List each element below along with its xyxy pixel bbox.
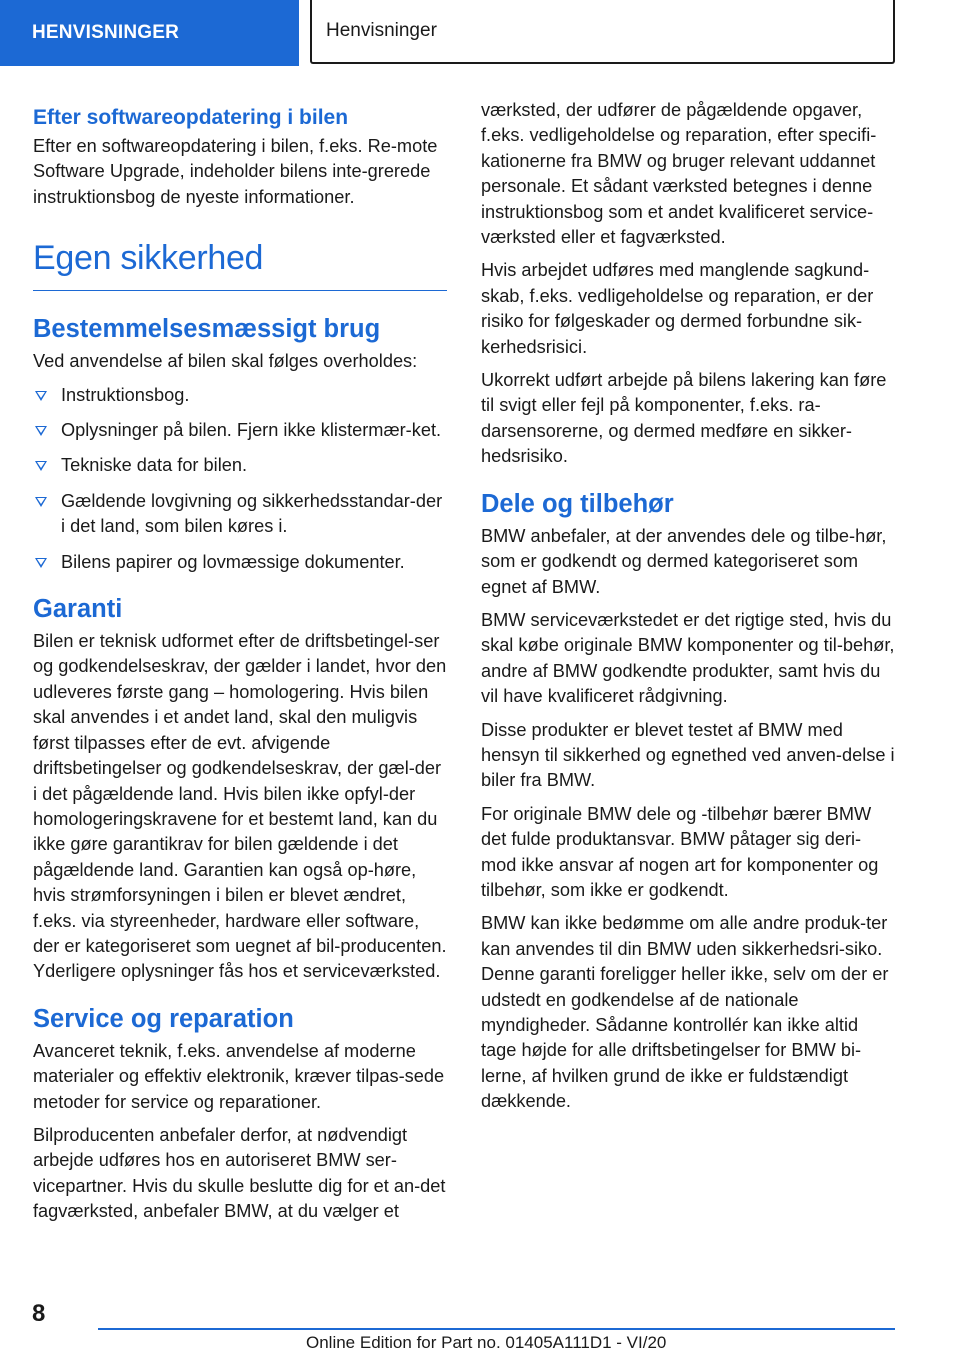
list-item (33, 550, 447, 575)
paragraph-expertise: Hvis arbejdet udføres med manglende sagkund-skab, f.eks. vedligeholdelse og reparation, er der risiko for følgeskader og dermed forbundne sik-kerhedsrisici. (481, 260, 874, 357)
paragraph-service-2: Bilproducenten anbefaler derfor, at nødvendigt arbejde udføres hos en autoriseret BMW ser-vicepartner. Hvis du skulle beslutte dig for et an-det fagværksted, anbefaler BMW, at du vælger et (33, 1124, 446, 1222)
section-service (33, 1001, 447, 1225)
paragraph-parts-2: BMW serviceværkstedet er det rigtige sted, hvis du skal købe originale BMW komponenter og til-behør, andre af BMW godkendte produkter, samt hvis du vil have kvalificeret rådgivning. (481, 609, 895, 707)
chapter-heading-block (33, 236, 447, 291)
triangle-bullet-icon (35, 461, 47, 471)
section-warranty (33, 591, 447, 985)
paragraph-paintwork: Ukorrekt udført arbejde på bilens lakering kan føre til svigt eller fejl på komponenter, f.eks. ra-darsensorerne, og dermed medføre en sikker-hedsrisiko. (481, 370, 887, 467)
triangle-bullet-icon (35, 391, 47, 401)
section-parts (481, 486, 895, 1115)
paragraph-parts-4: For originale BMW dele og -tilbehør bærer BMW det fulde produktansvar. BMW påtager sig deri-mod ikke ansvar af nogen art for komponenter og tilbehør, som ikke er godkendt. (481, 803, 879, 900)
paragraph-service-1: Avanceret teknik, f.eks. anvendelse af moderne materialer og effektiv elektronik, kræver tilpas-sede metoder for service og reparationer. (33, 1040, 445, 1112)
edition-footer: Online Edition for Part no. 01405A111D1 - VI/20 (306, 1333, 667, 1352)
chapter-title: Henvisninger (310, 0, 895, 64)
list-item-text: Instruktionsbog. (61, 384, 190, 405)
list-item-text: Bilens papirer og lovmæssige dokumenter. (61, 551, 405, 572)
heading-service: Service og reparation (33, 1004, 294, 1033)
paragraph-warranty: Bilen er teknisk udformet efter de driftsbetingel-ser og godkendelseskrav, der gælder i landet, hvor den udleveres første gang – homologering. Hvis bilen skal anvendes i et andet land, skal den muligvis først tilpasses efter de evt. afvigende driftsbetingelser og godkendelseskrav, der gæl-der i det pågældende land. Hvis bilen ikke opfyl-der homologeringskravene for et bestemt land, kan du ikke gøre garantikrav for bilen gældende i det pågældende land. Garantien kan også op-høre, hvis strømforsyningen i bilen er blevet ændret, f.eks. via styreenheder, hardware eller software, der er kategoriseret som uegnet af bil-producenten. Yderligere oplysninger fås hos et serviceværksted. (33, 631, 447, 982)
left-column (33, 104, 447, 1233)
paragraph-intended-use: Ved anvendelse af bilen skal følges overholdes: (33, 351, 418, 372)
heading-warranty: Garanti (33, 595, 123, 624)
list-item-text: Oplysninger på bilen. Fjern ikke klistermær-ket. (61, 420, 442, 441)
list-item (33, 489, 447, 540)
list-item-text: Tekniske data for bilen. (61, 455, 248, 476)
paragraph-workshop: værksted, der udfører de pågældende opgaver, f.eks. vedligeholdelse og reparation, efter specifi-kationerne fra BMW og bruger relevant uddannet personale. Et sådant værksted betegnes i denne instruktionsbog som et andet kvalificeret service-værksted eller et fagværksted. (481, 100, 877, 248)
heading-intended-use: Bestemmelsesmæssigt brug (33, 315, 381, 344)
list-item (33, 418, 447, 443)
triangle-bullet-icon (35, 558, 47, 568)
intended-use-list (33, 383, 447, 575)
right-column (481, 98, 895, 1123)
chapter-heading: Egen sikkerhed (33, 239, 264, 278)
page-number: 8 (32, 1300, 46, 1327)
paragraph-software-update: Efter en softwareopdatering i bilen, f.eks. Re-mote Software Upgrade, indeholder bilens inte-grerede instruktionsbog de nyeste informationer. (33, 136, 438, 207)
paragraph-parts-3: Disse produkter er blevet testet af BMW med hensyn til sikkerhed og egnethed ved anven-delse i biler fra BMW. (481, 719, 895, 791)
paragraph-parts-1: BMW anbefaler, at der anvendes dele og tilbe-hør, som er godkendt og dermed kategoriseret som egnet af BMW. (481, 525, 887, 597)
list-item (33, 453, 447, 478)
footer-divider (98, 1328, 895, 1330)
heading-software-update: Efter softwareopdatering i bilen (33, 106, 349, 129)
section-tab: HENVISNINGER (0, 0, 299, 66)
list-item-text: Gældende lovgivning og sikkerhedsstandar-der i det land, som bilen køres i. (61, 490, 443, 537)
heading-parts: Dele og tilbehør (481, 489, 674, 518)
list-item (33, 383, 447, 408)
triangle-bullet-icon (35, 497, 47, 507)
triangle-bullet-icon (35, 426, 47, 436)
paragraph-parts-5: BMW kan ikke bedømme om alle andre produk-ter kan anvendes til din BMW uden sikkerhedsri-siko. Denne garanti foreligger heller ikke, selv om der er udstedt en godkendelse af de nationale myndigheder. Sådanne kontrollér kan ikke altid tage højde for alle driftsbetingelser for BMW bi-lerne, af hvilken grund de ikke er fuldstændigt dækkende. (481, 913, 889, 1112)
